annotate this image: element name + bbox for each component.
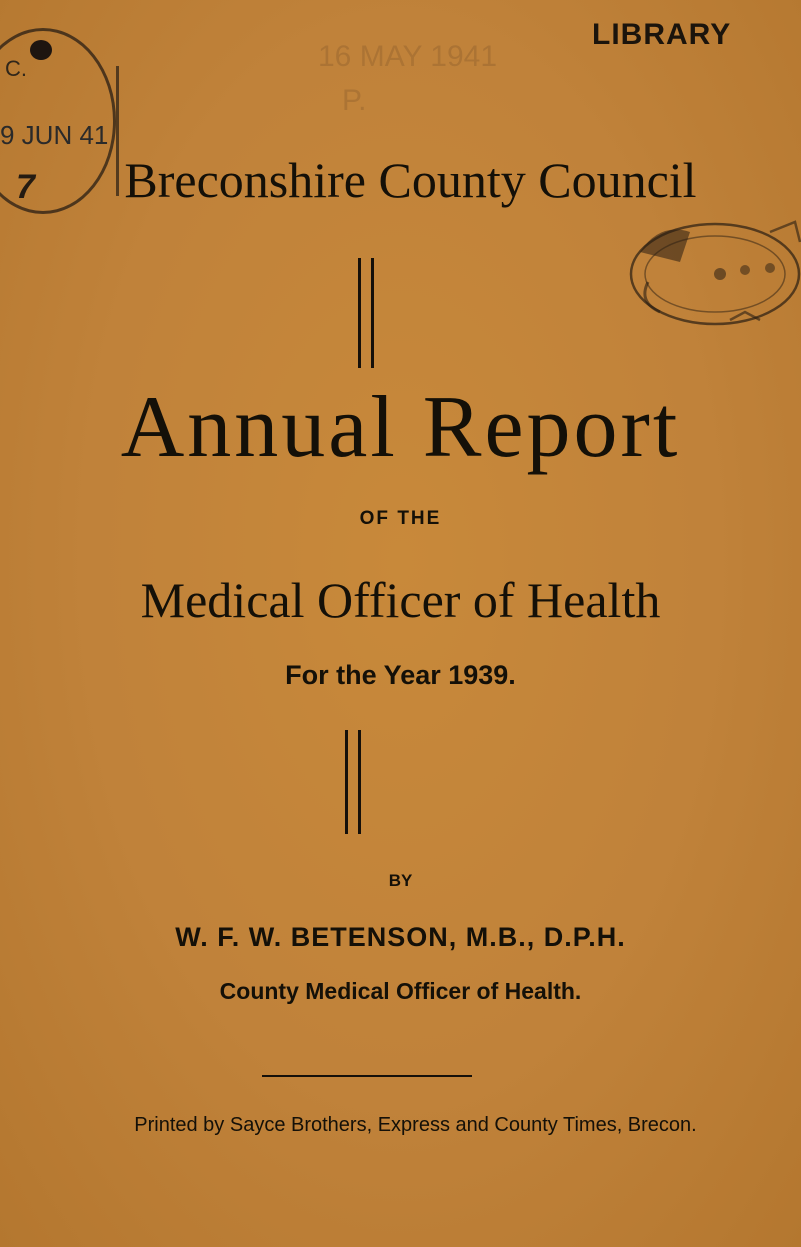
printer-imprint: Printed by Sayce Brothers, Express and County Times, Brecon.	[134, 1114, 697, 1136]
corner-mark: C.	[5, 56, 27, 81]
report-subject: Medical Officer of Health	[140, 572, 661, 628]
author-name: W. F. W. BETENSON, M.B., D.P.H.	[175, 922, 626, 952]
double-rule-divider	[345, 730, 361, 834]
title-connector: OF THE	[359, 508, 442, 529]
double-rule-divider	[358, 258, 374, 368]
report-period: For the Year 1939.	[285, 660, 516, 690]
horizontal-rule	[262, 1075, 472, 1077]
report-title: Annual Report	[120, 379, 681, 476]
seal-emblem-graphic	[620, 212, 801, 342]
received-date-stamp: 9 JUN 41	[0, 120, 109, 150]
author-role: County Medical Officer of Health.	[219, 978, 582, 1004]
faint-initial-stamp: P.	[342, 84, 367, 117]
seal-emblem-icon	[620, 212, 801, 342]
received-mark: 7	[16, 168, 35, 206]
stamp-dot-mark	[30, 40, 52, 60]
library-stamp: LIBRARY	[592, 18, 732, 51]
by-label: BY	[388, 871, 413, 890]
council-heading: Breconshire County Council	[124, 152, 697, 208]
faint-date-stamp: 16 MAY 1941	[318, 40, 498, 73]
